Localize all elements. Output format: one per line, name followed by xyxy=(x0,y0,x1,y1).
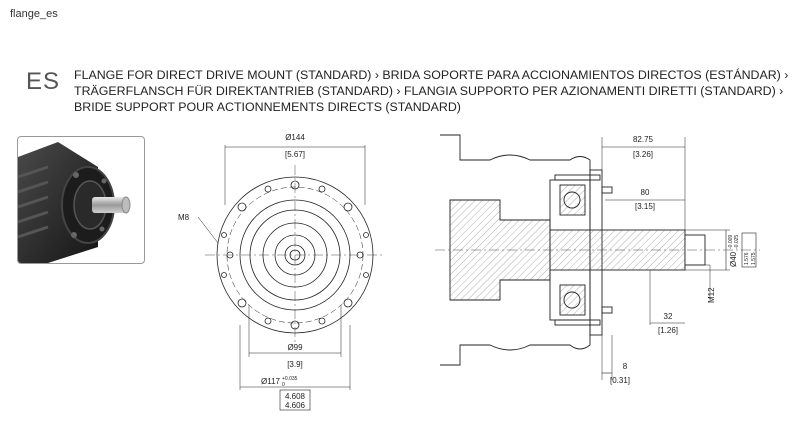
dim-82-75: 82.75 xyxy=(632,135,654,144)
dim-d117-tol-up: +0.035 xyxy=(282,376,298,382)
title-line-3: BRIDE SUPPORT POUR ACTIONNEMENTS DIRECTS (STANDARD) xyxy=(74,100,461,114)
dim-80-inch: [3.15] xyxy=(634,202,656,211)
dim-82-75-inch: [3.26] xyxy=(632,150,654,159)
title-block xyxy=(74,67,789,115)
front-view-drawing xyxy=(150,125,420,425)
dim-m8: M8 xyxy=(178,213,190,222)
dim-d40-tol-up: -0.009 xyxy=(728,234,734,249)
dim-m12: M12 xyxy=(707,287,716,303)
product-photo xyxy=(17,136,145,264)
dim-d117-inch-b: 4.606 xyxy=(284,401,306,410)
dim-d40-tol-low: -0.025 xyxy=(734,234,740,249)
language-code: ES xyxy=(26,68,61,95)
dim-d40-inch-b: 1.575 xyxy=(751,252,757,265)
dim-d117-tol-low: 0 xyxy=(282,382,285,388)
title-line-1: FLANGE FOR DIRECT DRIVE MOUNT (STANDARD) › BRIDA SOPORTE PARA ACCIONAMIENTOS DIRECTOS (ESTÁNDAR) › xyxy=(74,68,789,82)
dim-32-inch: [1.26] xyxy=(657,326,679,335)
side-view-drawing xyxy=(430,125,800,425)
dim-d144: Ø144 xyxy=(285,133,305,142)
dim-d117: Ø117 xyxy=(261,377,280,386)
dim-d144-inch: [5.67] xyxy=(284,150,306,159)
gearbox-render xyxy=(18,137,144,263)
title-line-2: TRÄGERFLANSCH FÜR DIREKTANTRIEB (STANDARD) › FLANGIA SUPPORTO PER AZIONAMENTI DIRETTI (STANDARD) › xyxy=(74,84,784,98)
dim-8-inch: [0.31] xyxy=(609,376,631,385)
page-label: flange_es xyxy=(10,8,58,20)
dim-d99-inch: [3.9] xyxy=(287,360,303,369)
dim-d40-inch-a: 1.576 xyxy=(744,252,750,265)
dim-d99: Ø99 xyxy=(287,343,303,352)
dim-8: 8 xyxy=(622,362,628,371)
dim-80: 80 xyxy=(640,188,650,197)
dim-d40: Ø40 xyxy=(729,251,738,267)
dim-d117-inch-a: 4.608 xyxy=(284,392,306,401)
dim-32: 32 xyxy=(663,312,673,321)
